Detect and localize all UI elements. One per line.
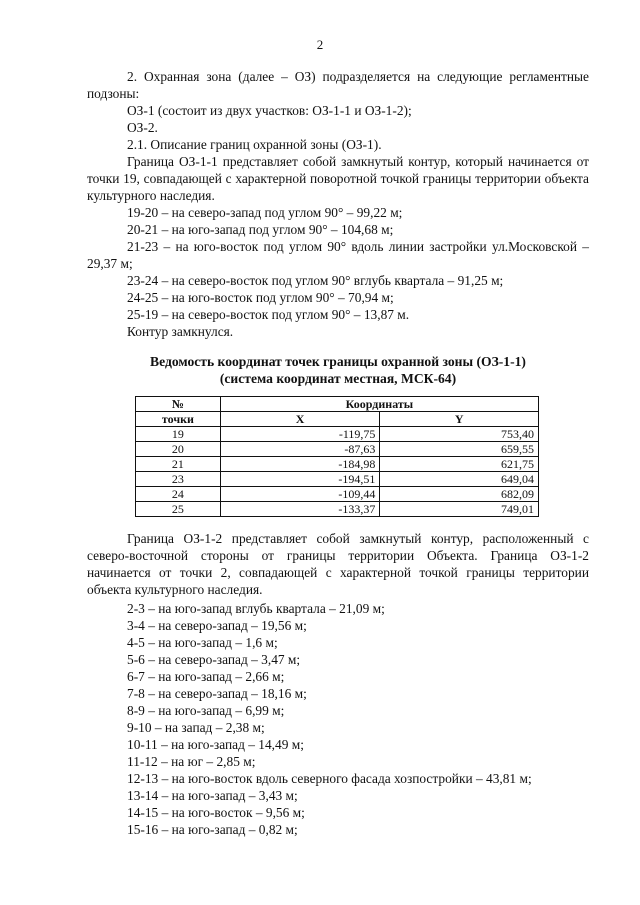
segment-2-3: 2-3 – на юго-запад вглубь квартала – 21,09 м; xyxy=(127,601,385,616)
cell-x: -119,75 xyxy=(220,427,380,442)
paragraph-oz2: ОЗ-2. xyxy=(127,120,158,135)
header-y: Y xyxy=(380,412,539,427)
paragraph-boundary-oz1-2: Граница ОЗ-1-2 представляет собой замкнутый контур, расположенный с северо-восточной стороны от границы территории Объекта. Граница ОЗ-1-2 начинается от точки 2, совпадающей с характерной точкой границы территории объекта культурного наследия. xyxy=(87,531,589,597)
segment-15-16: 15-16 – на юго-запад – 0,82 м; xyxy=(127,822,298,837)
cell-point: 21 xyxy=(136,457,221,472)
cell-point: 23 xyxy=(136,472,221,487)
header-no-symbol: № xyxy=(171,397,184,411)
table-title: Ведомость координат точек границы охранной зоны (ОЗ-1-1) xyxy=(150,354,526,369)
segment-20-21: 20-21 – на юго-запад под углом 90° – 104,68 м; xyxy=(127,222,394,237)
segment-25-19: 25-19 – на северо-восток под углом 90° – 13,87 м. xyxy=(127,307,410,322)
table-row xyxy=(136,457,539,472)
cell-y: 649,04 xyxy=(380,472,539,487)
paragraph-zone-subdivision: 2. Охранная зона (далее – ОЗ) подразделяется на следующие регламентные подзоны: xyxy=(87,69,589,101)
table-row xyxy=(136,487,539,502)
cell-y: 621,75 xyxy=(380,457,539,472)
cell-y: 659,55 xyxy=(380,442,539,457)
segment-23-24: 23-24 – на северо-восток под углом 90° вглубь квартала – 91,25 м; xyxy=(127,273,504,288)
header-point-label: точки xyxy=(136,412,221,427)
segment-9-10: 9-10 – на запад – 2,38 м; xyxy=(127,720,265,735)
table-header-subrow xyxy=(136,412,539,427)
cell-point: 24 xyxy=(136,487,221,502)
cell-x: -184,98 xyxy=(220,457,380,472)
cell-point: 20 xyxy=(136,442,221,457)
cell-y: 682,09 xyxy=(380,487,539,502)
cell-x: -133,37 xyxy=(220,502,380,517)
segment-10-11: 10-11 – на юго-запад – 14,49 м; xyxy=(127,737,304,752)
table-row xyxy=(136,472,539,487)
paragraph-boundary-oz1-1: Граница ОЗ-1-1 представляет собой замкнутый контур, который начинается от точки 19, совпадающей с характерной поворотной точкой границы территории объекта культурного наследия. xyxy=(87,154,589,203)
segment-21-23: 21-23 – на юго-восток под углом 90° вдоль линии застройки ул.Московской – 29,37 м; xyxy=(87,239,589,271)
table-subtitle: (система координат местная, МСК-64) xyxy=(219,371,457,386)
table-row xyxy=(136,427,539,442)
table-row xyxy=(136,502,539,517)
contour-closed: Контур замкнулся. xyxy=(127,324,234,339)
segment-24-25: 24-25 – на юго-восток под углом 90° – 70,94 м; xyxy=(127,290,394,305)
segment-19-20: 19-20 – на северо-запад под углом 90° – 99,22 м; xyxy=(127,205,403,220)
cell-x: -109,44 xyxy=(220,487,380,502)
cell-y: 749,01 xyxy=(380,502,539,517)
header-x: X xyxy=(220,412,380,427)
segment-13-14: 13-14 – на юго-запад – 3,43 м; xyxy=(127,788,298,803)
segment-3-4: 3-4 – на северо-запад – 19,56 м; xyxy=(127,618,307,633)
page-number: 2 xyxy=(316,37,324,52)
table-header-row xyxy=(136,397,539,412)
coordinates-table xyxy=(135,396,539,517)
segment-14-15: 14-15 – на юго-восток – 9,56 м; xyxy=(127,805,305,820)
cell-point: 19 xyxy=(136,427,221,442)
header-coordinates: Координаты xyxy=(220,397,538,412)
header-point-number xyxy=(136,397,221,412)
table-row xyxy=(136,442,539,457)
segment-5-6: 5-6 – на северо-запад – 3,47 м; xyxy=(127,652,301,667)
paragraph-section-2-1: 2.1. Описание границ охранной зоны (ОЗ-1). xyxy=(127,137,382,152)
cell-x: -87,63 xyxy=(220,442,380,457)
cell-point: 25 xyxy=(136,502,221,517)
segment-8-9: 8-9 – на юго-запад – 6,99 м; xyxy=(127,703,285,718)
cell-y: 753,40 xyxy=(380,427,539,442)
segment-7-8: 7-8 – на северо-запад – 18,16 м; xyxy=(127,686,307,701)
segment-4-5: 4-5 – на юго-запад – 1,6 м; xyxy=(127,635,278,650)
cell-x: -194,51 xyxy=(220,472,380,487)
segment-11-12: 11-12 – на юг – 2,85 м; xyxy=(127,754,256,769)
segment-6-7: 6-7 – на юго-запад – 2,66 м; xyxy=(127,669,285,684)
paragraph-oz1: ОЗ-1 (состоит из двух участков: ОЗ-1-1 и ОЗ-1-2); xyxy=(127,103,412,118)
segment-12-13: 12-13 – на юго-восток вдоль северного фасада хозпостройки – 43,81 м; xyxy=(127,771,532,786)
